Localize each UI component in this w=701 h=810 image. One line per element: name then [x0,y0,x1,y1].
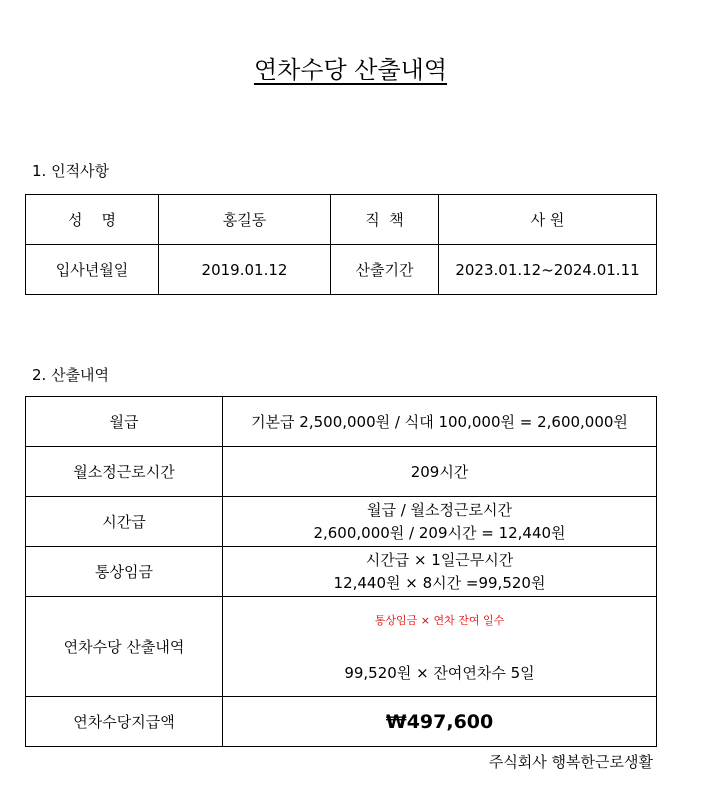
position-value: 사 원 [439,195,657,245]
leave-calculation: 99,520원 × 잔여연차수 5일 [344,663,535,682]
hourly-label: 시간급 [26,497,223,547]
period-label: 산출기간 [331,245,439,295]
table-row [26,447,657,497]
ordinary-label: 통상임금 [26,547,223,597]
table-row [26,397,657,447]
table-row [26,245,657,295]
ordinary-formula: 시간급 × 1일근무시간 [365,550,514,569]
title-text: 연차수당 산출내역 [253,56,448,84]
ordinary-calculation: 12,440원 × 8시간 =99,520원 [333,573,546,592]
name-label: 성 명 [26,195,159,245]
personal-info-table [25,194,657,295]
hire-date-value: 2019.01.12 [159,245,331,295]
table-row [26,597,657,697]
name-value: 홍길동 [159,195,331,245]
table-row [26,697,657,747]
document-title [0,50,701,85]
ordinary-value [223,547,657,597]
total-value: ₩497,600 [223,697,657,747]
hourly-formula: 월급 / 월소정근로시간 [366,500,512,519]
monthly-label: 월급 [26,397,223,447]
leave-note: 통상임금 × 연차 잔여 일수 [374,613,505,627]
calculation-table [25,396,657,747]
hourly-calculation: 2,600,000원 / 209시간 = 12,440원 [313,523,566,542]
hours-value: 209시간 [223,447,657,497]
table-row [26,497,657,547]
total-label: 연차수당지급액 [26,697,223,747]
company-name: 주식회사 행복한근로생활 [488,753,653,771]
spacer [223,632,656,662]
section1-heading: 1. 인적사항 [32,162,110,180]
table-row [26,547,657,597]
position-label: 직 책 [331,195,439,245]
period-value: 2023.01.12~2024.01.11 [439,245,657,295]
hourly-value [223,497,657,547]
section2-heading: 2. 산출내역 [32,366,110,384]
leave-label: 연차수당 산출내역 [26,597,223,697]
hire-date-label: 입사년월일 [26,245,159,295]
monthly-value: 기본급 2,500,000원 / 식대 100,000원 = 2,600,000원 [223,397,657,447]
leave-value [223,597,657,697]
hours-label: 월소정근로시간 [26,447,223,497]
table-row [26,195,657,245]
